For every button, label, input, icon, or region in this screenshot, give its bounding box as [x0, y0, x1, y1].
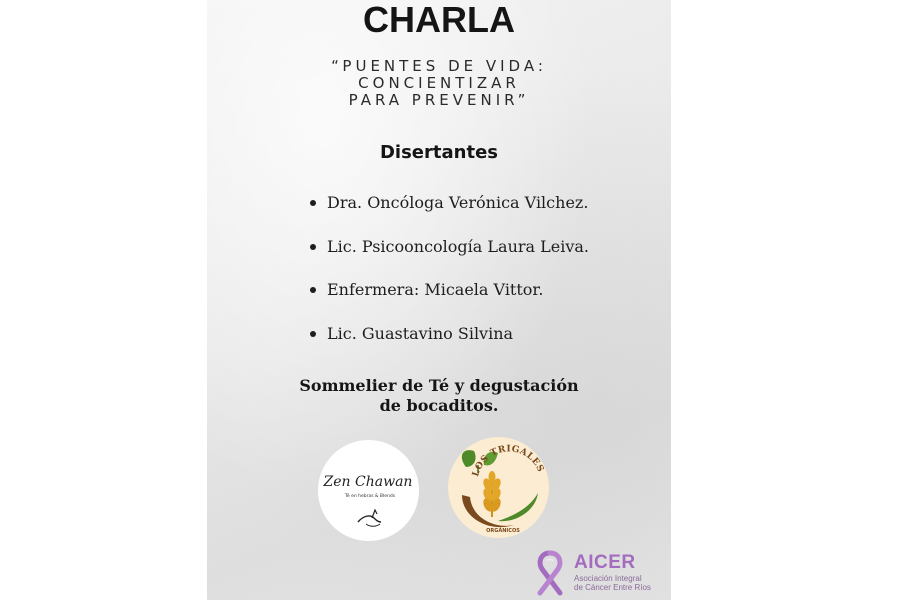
aicer-tagline-line: Asociación Integral [574, 574, 642, 583]
aicer-tagline [574, 574, 651, 592]
subtitle-line: “PUENTES DE VIDA: [331, 57, 547, 75]
speaker-name: Enfermera: Micaela Vittor. [327, 280, 544, 299]
tasting-note [207, 376, 671, 416]
trigales-logo-tagline: ORGÁNICOS [486, 528, 520, 534]
speaker-name: Dra. Oncóloga Verónica Vilchez. [327, 193, 589, 212]
awareness-ribbon-icon [530, 549, 570, 597]
los-trigales-logo [448, 437, 549, 538]
speaker-item [306, 190, 589, 234]
zen-chawan-logo [318, 440, 419, 541]
bullet-icon [310, 244, 316, 250]
note-line: Sommelier de Té y degustación [299, 376, 579, 395]
speaker-item [306, 321, 589, 365]
bullet-icon [310, 287, 316, 293]
bullet-icon [310, 331, 316, 337]
subtitle-line: PARA PREVENIR” [348, 91, 530, 109]
teapot-icon [318, 440, 419, 541]
wheat-icon [448, 437, 549, 538]
speaker-name: Lic. Psicooncología Laura Leiva. [327, 236, 590, 256]
note-line: de bocaditos. [379, 396, 499, 415]
speakers-heading: Disertantes [379, 142, 498, 163]
zen-logo-tagline: Té en hebras & Blends [344, 494, 396, 499]
subtitle-line: CONCIENTIZAR [358, 74, 520, 92]
speaker-item [306, 277, 589, 321]
event-subtitle [207, 58, 671, 109]
event-poster [207, 0, 671, 600]
aicer-name: AICER [574, 552, 636, 573]
zen-logo-name: Zen Chawan [323, 474, 413, 490]
aicer-tagline-line: de Cáncer Entre Ríos [574, 583, 651, 592]
bullet-icon [310, 200, 316, 206]
speaker-item [306, 234, 589, 278]
svg-text:LOS TRIGALES [471, 444, 545, 477]
trigales-logo-name: LOS TRIGALES [471, 444, 546, 478]
speakers-list [306, 190, 589, 364]
poster-title: CHARLA [363, 0, 515, 40]
speaker-name: Lic. Guastavino Silvina [327, 323, 514, 343]
